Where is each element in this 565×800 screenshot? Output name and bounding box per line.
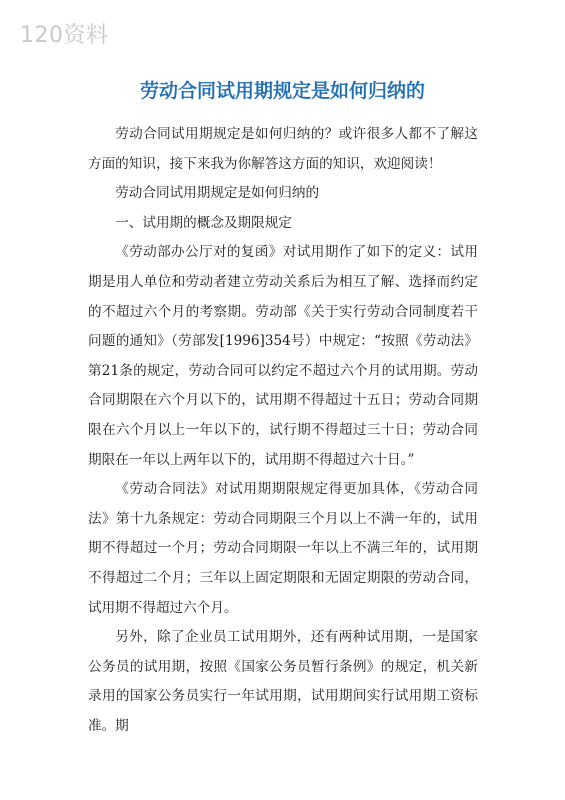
paragraph-definition: 《劳动部办公厅对的复函》对试用期作了如下的定义：试用期是用人单位和劳动者建立劳动关系后为相互了解、选择而约定的不超过六个月的考察期。劳动部《关于实行劳动合同制度若干问题的通知》（劳部发[1996]354号）中规定：“按照《劳动法》第21条的规定，劳动合同可以约定不超过六个月的试用期。劳动合同期限在六个月以下的，试用期不得超过十五日；劳动合同期限在六个月以上一年以下的，试行期不得超过三十日；劳动合同期限在一年以上两年以下的，试用期不得超过六十日。”	[88, 244, 478, 468]
document-title: 劳动合同试用期规定是如何归纳的	[139, 80, 425, 102]
paragraph-other-probation: 另外，除了企业员工试用期外，还有两种试用期，一是国家公务员的试用期，按照《国家公务员暂行条例》的规定，机关新录用的国家公务员实行一年试用期，试用期间实行试用期工资标准。期	[88, 629, 478, 734]
paragraph-intro: 劳动合同试用期规定是如何归纳的？或许很多人都不了解这方面的知识，接下来我为你解答这方面的知识，欢迎阅读！	[88, 126, 478, 172]
watermark-logo: 120资料	[20, 23, 109, 48]
section-heading: 一、试用期的概念及期限规定	[115, 214, 292, 231]
paragraph-subtitle: 劳动合同试用期规定是如何归纳的	[115, 185, 320, 202]
document-body	[88, 120, 478, 741]
paragraph-labor-contract-law: 《劳动合同法》对试用期期限规定得更加具体，《劳动合同法》第十九条规定：劳动合同期限三个月以上不满一年的，试用期不得超过一个月；劳动合同期限一年以上不满三年的，试用期不得超过二个月；三年以上固定期限和无固定期限的劳动合同，试用期不得超过六个月。	[88, 481, 478, 616]
